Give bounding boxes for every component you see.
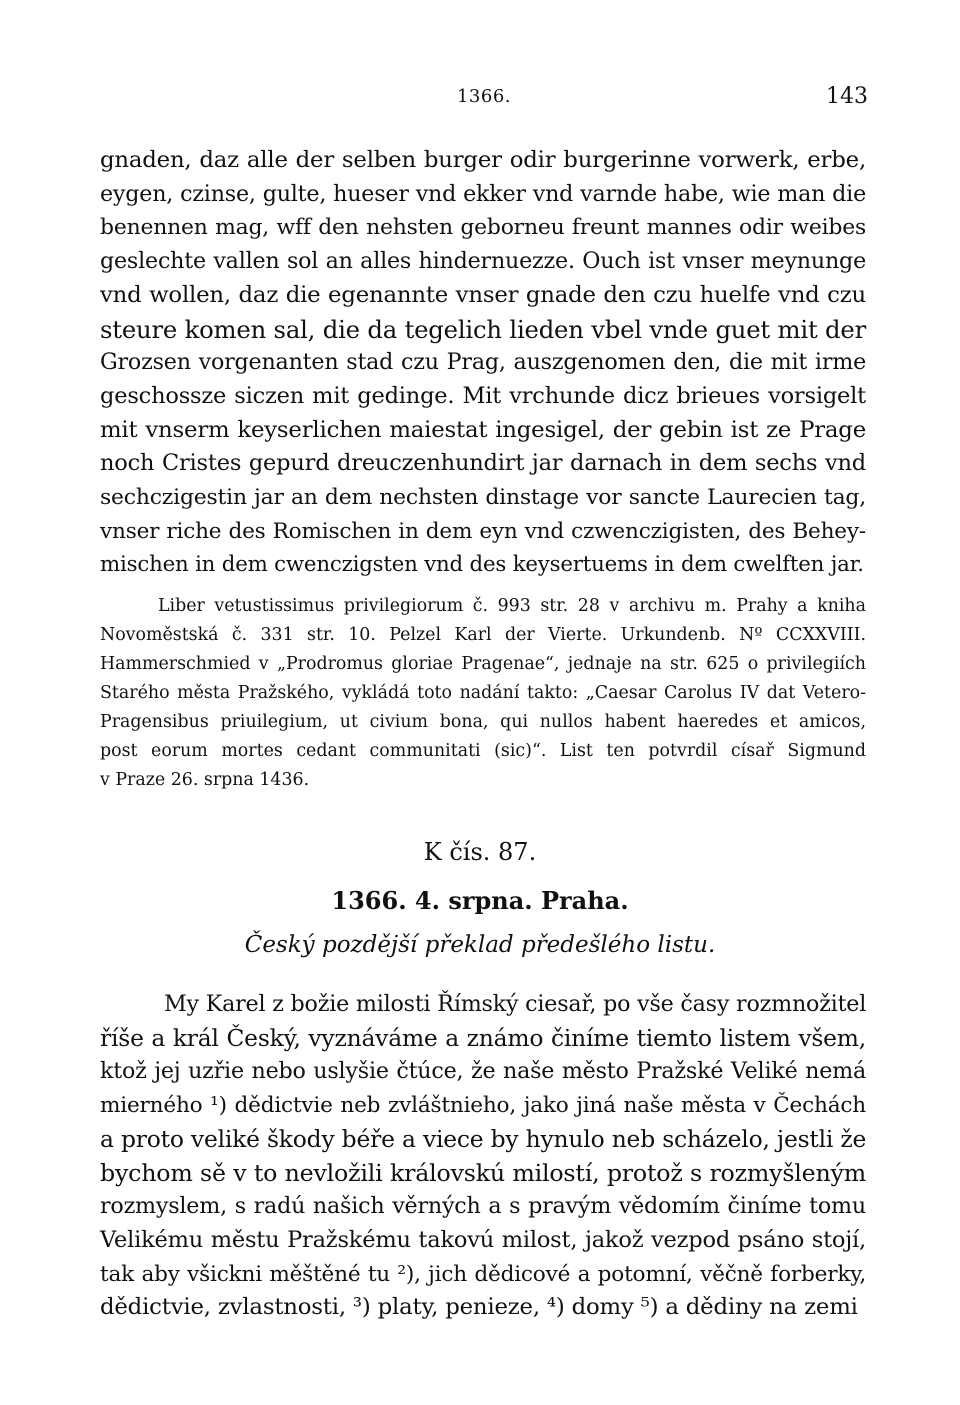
note-line: Hammerschmied v „Prodromus gloriae Pragenae“, jednaje na str. 625 o privilegiích xyxy=(100,654,866,674)
text-line: mit vnserm keyserlichen maiestat ingesigel, der gebin ist ze Prage xyxy=(100,416,866,443)
note-line: Liber vetustissimus privilegiorum č. 993 str. 28 v archivu m. Prahy a kniha xyxy=(158,596,866,616)
text-line: mierného ¹) dědictvie neb zvláštnieho, jako jiná naše města v Čechách xyxy=(100,1093,866,1119)
latin-charter-text xyxy=(100,144,866,582)
text-line: gnaden, daz alle der selben burger odir burgerinne vorwerk, erbe, xyxy=(100,147,866,173)
note-line: v Praze 26. srpna 1436. xyxy=(100,770,310,790)
text-line: ktož jej uzřie nebo uslyšie čtúce, že naše město Pražské Veliké nemá xyxy=(100,1058,866,1085)
text-line: bychom sě v to nevložili královskú milostí, protož s rozmyšleným xyxy=(100,1158,866,1187)
text-line: tak aby všickni měštěné tu ²), jich dědicové a potomní, věčně forberky, xyxy=(100,1261,866,1287)
document-date-heading: 1366. 4. srpna. Praha. xyxy=(331,886,629,915)
text-line: Grozsen vorgenanten stad czu Prag, auszgenomen den, die mit irme xyxy=(100,349,866,376)
text-line: noch Cristes gepurd dreuczenhundirt jar darnach in dem sechs vnd xyxy=(100,450,866,477)
text-line: geslechte vallen sol an alles hindernuezze. Ouch ist vnser meynunge xyxy=(100,248,866,275)
text-line: steure komen sal, die da tegelich lieden vbel vnde guet mit der xyxy=(100,314,866,344)
page-number: 143 xyxy=(826,84,868,109)
czech-translation-text xyxy=(100,988,866,1325)
source-note xyxy=(100,592,866,795)
text-line: dědictvie, zvlastnosti, ³) platy, penieze, ⁴) domy ⁵) a dědiny na zemi xyxy=(100,1294,858,1321)
text-line: mischen in dem cwenczigsten vnd des keysertuems in dem cwelften jar. xyxy=(100,552,864,578)
text-line: říše a král Český, vyznáváme a známo činíme tiemto listem všem, xyxy=(100,1023,866,1052)
text-line: My Karel z božie milosti Římský ciesař, po vše časy rozmnožitel xyxy=(164,991,867,1017)
text-line: vnd wollen, daz die egenannte vnser gnade den czu huelfe vnd czu xyxy=(100,281,866,308)
text-line: vnser riche des Romischen in dem eyn vnd czwenczigisten, des Behey- xyxy=(100,518,866,544)
note-line: Novoměstská č. 331 str. 10. Pelzel Karl der Vierte. Urkundenb. Nº CCXXVIII. xyxy=(100,625,866,645)
text-line: eygen, czinse, gulte, hueser vnd ekker vnd varnde habe, wie man die xyxy=(100,180,866,207)
running-header-year: 1366. xyxy=(456,86,512,107)
note-line: Pragensibus priuilegium, ut civium bona, qui nullos habent haeredes et amicos, xyxy=(100,712,866,732)
text-line: sechczigestin jar an dem nechsten dinstage vor sancte Laurecien tag, xyxy=(100,485,866,511)
document-subtitle: Český pozdější překlad předešlého listu. xyxy=(244,932,716,958)
note-line: Starého města Pražského, vykládá toto nadání takto: „Caesar Carolus IV dat Vetero- xyxy=(100,683,866,703)
note-line: post eorum mortes cedant communitati (sic)“. List ten potvrdil císař Sigmund xyxy=(100,741,866,761)
text-line: Velikému městu Pražskému takovú milost, jakož vezpod psáno stojí, xyxy=(100,1226,866,1253)
page-header xyxy=(100,86,868,116)
document-number: K čís. 87. xyxy=(423,838,537,866)
text-line: rozmyslem, s radú našich věrných a s pravým vědomím činíme tomu xyxy=(100,1193,866,1220)
text-line: geschossze siczen mit gedinge. Mit vrchunde dicz brieues vorsigelt xyxy=(100,382,866,409)
text-line: a proto veliké škody béře a viece by hynulo neb scházelo, jestli že xyxy=(100,1124,867,1153)
text-line: benennen mag, wff den nehsten geborneu freunt mannes odir weibes xyxy=(100,215,866,241)
